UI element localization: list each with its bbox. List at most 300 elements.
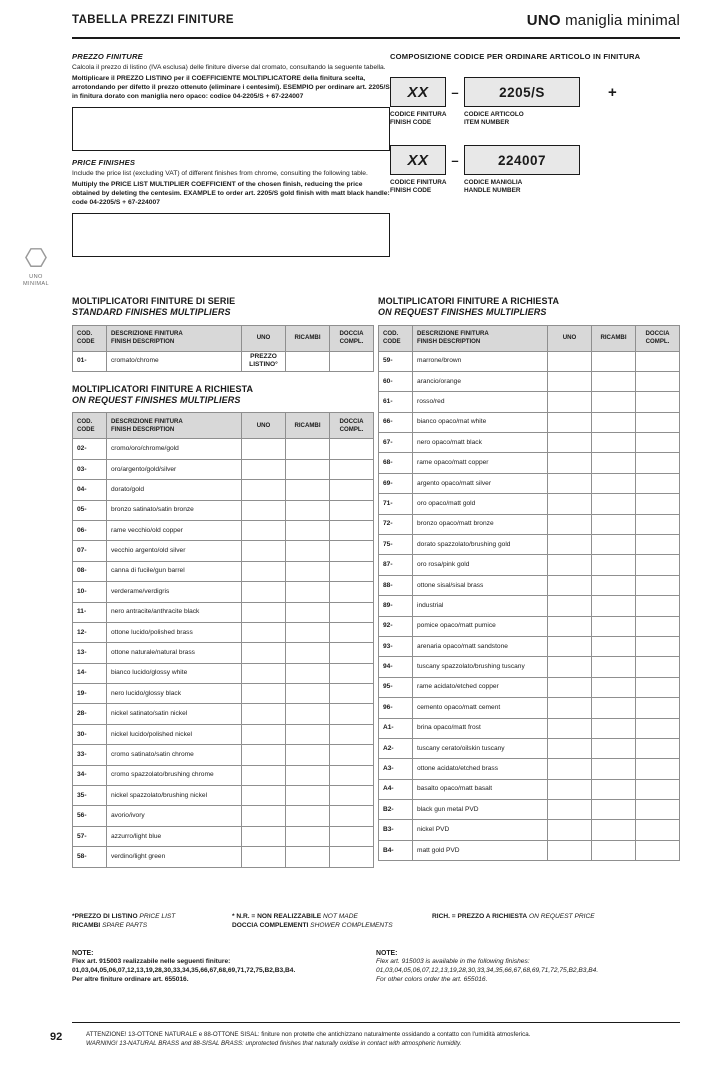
notes-it-title: NOTE: [72,950,94,957]
row-doccia [636,412,680,432]
row-uno [548,779,592,799]
series-table-title: MOLTIPLICATORI FINITURE DI SERIE STANDARD FINISHES MULTIPLIERS [72,296,236,318]
table-row [73,806,374,826]
row-doccia [330,480,374,500]
brand-tagline: maniglia minimal [565,12,680,29]
table-row [73,724,374,744]
row-uno [548,371,592,391]
row-uno [242,439,286,459]
page-title: TABELLA PREZZI FINITURE [72,14,234,26]
row-ricambi [592,351,636,371]
row-ricambi [592,759,636,779]
standard-finishes-body [73,351,374,371]
row-code: B3- [379,820,413,840]
row-ricambi [592,453,636,473]
row-doccia [636,392,680,412]
row-ricambi [286,724,330,744]
row-description: ottone sisal/sisal brass [413,575,548,595]
row-uno [242,847,286,867]
row-code: 93- [379,636,413,656]
prezzo-finiture-title: PREZZO FINITURE [72,52,143,61]
row-code: 92- [379,616,413,636]
row-code: 08- [73,561,107,581]
footnote-empty [432,922,672,929]
footer-warning-en: WARNING! 13-NATURAL BRASS and 88-SISAL BRASS: unprotected finishes that naturally oxidise in contact with atmospheric humidity. [86,1039,462,1047]
table-row [379,433,680,453]
row-ricambi [286,847,330,867]
table-row [379,535,680,555]
row-doccia [636,636,680,656]
row-code: 67- [379,433,413,453]
row-ricambi [592,555,636,575]
price-finishes-text-2: Multiply the PRICE LIST MULTIPLIER COEFFICIENT of the chosen finish, reducing the price obtained by deleting the centesim. EXAMPLE to order art. 2205/S gold finish with matt black handle: code 04-2205/S + 67-224007 [72,181,390,207]
row-uno [548,616,592,636]
th-doccia: DOCCIA COMPL. [330,413,374,439]
th-ricambi: RICAMBI [592,325,636,351]
table-row [73,847,374,867]
notes-box-en [72,213,390,257]
row-ricambi [592,636,636,656]
row-code: 69- [379,473,413,493]
row-uno [548,759,592,779]
row-description: oro opaco/matt gold [413,494,548,514]
plus-sign: + [608,83,617,101]
footer-warning-it: ATTENZIONE! 13-OTTONE NATURALE e 88-OTTONE SISAL: finiture non protette che antichizzano naturalmente ossidando a contatto con l'umidità atmosferica. [86,1031,531,1038]
row-doccia [330,765,374,785]
notes-english [376,950,680,985]
row-uno [242,806,286,826]
table-row [379,392,680,412]
row-description: pomice opaco/matt pumice [413,616,548,636]
row-description: tuscany spazzolato/brushing tuscany [413,657,548,677]
table-row [379,698,680,718]
table-row [73,459,374,479]
row-uno [548,698,592,718]
row-uno [548,820,592,840]
row-doccia [636,657,680,677]
table-row [73,684,374,704]
request-finishes-table-left [72,412,374,867]
item-number-caption: CODICE ARTICOLO ITEM NUMBER [464,111,524,126]
price-finishes-title: PRICE FINISHES [72,158,136,168]
table-row [379,494,680,514]
row-ricambi [286,582,330,602]
footnotes [72,913,680,929]
row-ricambi [592,473,636,493]
table-row [379,351,680,371]
row-code: 87- [379,555,413,575]
price-finishes-text-1: Include the price list (excluding VAT) of different finishes from chrome, consulting the following table. [72,170,368,178]
row-uno [242,765,286,785]
table-row [73,663,374,683]
row-uno [548,494,592,514]
row-description: dorato/gold [107,480,242,500]
row-description: nickel satinato/satin nickel [107,704,242,724]
row-uno [548,738,592,758]
table-row [73,704,374,724]
row-ricambi [286,765,330,785]
row-code: 59- [379,351,413,371]
row-doccia [636,677,680,697]
row-doccia [330,439,374,459]
th-code: COD. CODE [379,325,413,351]
row-doccia [636,535,680,555]
row-ricambi [592,371,636,391]
row-code: 01- [73,351,107,371]
table-row [379,820,680,840]
row-uno [242,724,286,744]
notes-en-line3: For other colors order the art. 655016. [376,975,488,983]
row-doccia [636,800,680,820]
code-row-handle [390,145,680,175]
row-uno: PREZZO LISTINO° [242,351,286,371]
table-row [379,473,680,493]
row-doccia [330,826,374,846]
row-doccia [330,684,374,704]
row-ricambi [286,351,330,371]
table-header-row [379,325,680,351]
footnote-shower: DOCCIA COMPLEMENTI SHOWER COMPLEMENTS [232,922,393,929]
table-row [73,622,374,642]
row-description: cromo satinato/satin chrome [107,745,242,765]
th-uno: UNO [548,325,592,351]
row-ricambi [592,779,636,799]
code-row-item-captions [390,111,680,127]
row-description: vecchio argento/old silver [107,541,242,561]
footnote-on-request: RICH. = PREZZO A RICHIESTA ON REQUEST PRICE [432,913,595,920]
row-description: nero opaco/matt black [413,433,548,453]
table-row [379,453,680,473]
row-ricambi [592,800,636,820]
prezzo-finiture-text-2: Moltiplicare il PREZZO LISTINO per il COEFFICIENTE MOLTIPLICATORE della finitura scelta, arrotondando per difetto il prezzo ottenuto (eliminare i centesimi). ESEMPIO per ordinare art. 2205/S in finitura dorato con maniglia nero opaco: codice 04-2205/S + 67-224007 [72,75,390,101]
row-uno [242,582,286,602]
row-uno [242,826,286,846]
row-ricambi [592,514,636,534]
page-header [72,12,680,29]
table-row [379,575,680,595]
row-uno [242,602,286,622]
item-number-box: 2205/S [464,77,580,107]
row-code: 88- [379,575,413,595]
row-code: A1- [379,718,413,738]
th-description: DESCRIZIONE FINITURA FINISH DESCRIPTION [413,325,548,351]
row-uno [548,412,592,432]
row-doccia [330,351,374,371]
brand-logo [527,12,680,29]
table-row [379,514,680,534]
prezzo-finiture-text-1: Calcola il prezzo di listino (IVA esclusa) delle finiture diverse dal cromato, consultando la seguente tabella. [72,64,386,71]
row-doccia [636,371,680,391]
row-code: 03- [73,459,107,479]
row-code: 96- [379,698,413,718]
row-doccia [636,433,680,453]
row-ricambi [286,704,330,724]
row-description: cromo/oro/chrome/gold [107,439,242,459]
row-uno [548,657,592,677]
row-doccia [636,759,680,779]
row-code: 89- [379,596,413,616]
th-ricambi: RICAMBI [286,325,330,351]
table-row [73,439,374,459]
table-row [379,718,680,738]
row-doccia [636,718,680,738]
page-number: 92 [50,1031,63,1043]
request-finishes-right-body [379,351,680,861]
row-uno [548,596,592,616]
request-finishes-table-right [378,325,680,862]
row-code: 60- [379,371,413,391]
row-doccia [636,473,680,493]
row-description: arancio/orange [413,371,548,391]
row-uno [242,704,286,724]
row-ricambi [592,392,636,412]
row-ricambi [592,494,636,514]
row-ricambi [286,643,330,663]
row-code: 57- [73,826,107,846]
row-description: tuscany cerato/oilskin tuscany [413,738,548,758]
footnote-price-list: *PREZZO DI LISTINO PRICE LIST [72,913,176,920]
table-row [73,826,374,846]
row-ricambi [592,820,636,840]
row-description: ottone lucido/polished brass [107,622,242,642]
row-doccia [330,520,374,540]
table-row [379,779,680,799]
row-uno [242,663,286,683]
row-doccia [330,745,374,765]
request-left-table-title: MOLTIPLICATORI FINITURE A RICHIESTA ON REQUEST FINISHES MULTIPLIERS [72,383,254,406]
row-description: black gun metal PVD [413,800,548,820]
row-uno [242,541,286,561]
row-ricambi [286,439,330,459]
row-doccia [330,500,374,520]
row-description: bianco lucido/glossy white [107,663,242,683]
row-uno [548,351,592,371]
row-code: 66- [379,412,413,432]
row-doccia [636,616,680,636]
row-code: 75- [379,535,413,555]
row-code: B2- [379,800,413,820]
finish-code-box-1: XX [390,77,446,107]
footnote-spare-parts: RICAMBI SPARE PARTS [72,922,148,929]
header-divider [72,37,680,39]
code-dash-2: – [451,152,459,168]
th-uno: UNO [242,325,286,351]
row-ricambi [286,663,330,683]
row-uno [548,392,592,412]
row-code: A4- [379,779,413,799]
notes-italian [72,950,376,985]
row-code: 72- [379,514,413,534]
row-doccia [636,514,680,534]
row-code: 10- [73,582,107,602]
table-row [379,616,680,636]
row-doccia [330,602,374,622]
row-code: 95- [379,677,413,697]
row-code: 61- [379,392,413,412]
row-code: 34- [73,765,107,785]
notes-it-line3: Per altre finiture ordinare art. 655016. [72,975,189,983]
row-description: argento opaco/matt silver [413,473,548,493]
table-row [73,351,374,371]
row-uno [242,500,286,520]
row-description: cromo spazzolato/brushing chrome [107,765,242,785]
standard-finishes-table [72,325,374,372]
row-doccia [330,663,374,683]
row-ricambi [592,718,636,738]
table-row [73,786,374,806]
code-row-item [390,77,680,107]
handle-icon: ⎔ [24,243,48,273]
row-ricambi [286,459,330,479]
row-doccia [636,820,680,840]
row-doccia [636,351,680,371]
row-description: bronzo opaco/matt bronze [413,514,548,534]
row-uno [548,840,592,860]
row-ricambi [286,541,330,561]
code-row-handle-captions [390,179,680,195]
price-finishes-intro [72,52,390,257]
table-row [73,602,374,622]
row-ricambi [592,412,636,432]
page-footer-warning [86,1031,680,1048]
row-code: 71- [379,494,413,514]
row-uno [548,800,592,820]
row-description: verdino/light green [107,847,242,867]
row-description: arenaria opaco/matt sandstone [413,636,548,656]
row-description: rame acidato/etched copper [413,677,548,697]
row-code: 28- [73,704,107,724]
notes-en-line1: Flex art. 915003 is available in the following finishes: [376,958,530,965]
row-ricambi [286,786,330,806]
row-ricambi [286,684,330,704]
row-uno [242,520,286,540]
table-row [379,738,680,758]
row-uno [548,636,592,656]
table-row [379,759,680,779]
th-code: COD. CODE [73,325,107,351]
notes-box-it [72,107,390,151]
row-description: ottone acidato/etched brass [413,759,548,779]
row-ricambi [286,602,330,622]
row-ricambi [592,677,636,697]
row-doccia [330,724,374,744]
row-ricambi [592,698,636,718]
row-doccia [330,806,374,826]
table-row [73,561,374,581]
row-description: bronzo satinato/satin bronze [107,500,242,520]
notes-en-line2: 01,03,04,05,06,07,12,13,19,28,30,33,34,35,66,67,68,69,71,72,75,B2,B3,B4. [376,966,599,974]
row-code: 06- [73,520,107,540]
table-row [73,520,374,540]
row-description: canna di fucile/gun barrel [107,561,242,581]
row-ricambi [592,596,636,616]
row-code: 04- [73,480,107,500]
row-code: 11- [73,602,107,622]
row-ricambi [286,806,330,826]
handle-number-caption: CODICE MANIGLIA HANDLE NUMBER [464,179,523,194]
table-row [379,555,680,575]
row-description: verderame/verdigris [107,582,242,602]
th-description: DESCRIZIONE FINITURA FINISH DESCRIPTION [107,325,242,351]
row-code: A2- [379,738,413,758]
row-uno [548,677,592,697]
row-uno [548,555,592,575]
row-code: 05- [73,500,107,520]
row-doccia [636,840,680,860]
row-uno [548,718,592,738]
request-right-table-title: MOLTIPLICATORI FINITURE A RICHIESTA ON REQUEST FINISHES MULTIPLIERS [378,296,560,318]
row-description: bianco opaco/mat white [413,412,548,432]
row-description: cemento opaco/matt cement [413,698,548,718]
row-description: rame vecchio/old copper [107,520,242,540]
table-row [379,657,680,677]
row-ricambi [592,616,636,636]
row-code: 94- [379,657,413,677]
row-description: nickel spazzolato/brushing nickel [107,786,242,806]
row-description: avorio/ivory [107,806,242,826]
notes-en-title: NOTE: [376,950,398,957]
product-thumbnail [8,245,64,289]
row-uno [548,473,592,493]
row-ricambi [286,500,330,520]
row-code: 07- [73,541,107,561]
code-dash-1: – [451,84,459,100]
row-description: nickel lucido/polished nickel [107,724,242,744]
row-description: ottone naturale/natural brass [107,643,242,663]
finish-code-caption-2: CODICE FINITURA FINISH CODE [390,179,447,194]
row-description: oro/argento/gold/silver [107,459,242,479]
table-row [379,371,680,391]
row-ricambi [592,433,636,453]
th-ricambi: RICAMBI [286,413,330,439]
right-tables-column [378,296,680,861]
table-row [379,840,680,860]
row-uno [548,433,592,453]
row-description: industrial [413,596,548,616]
brand-name: UNO [526,12,561,29]
notes-section [72,950,680,985]
row-doccia [330,622,374,642]
row-description: cromato/chrome [107,351,242,371]
row-code: 13- [73,643,107,663]
row-ricambi [286,520,330,540]
row-uno [548,535,592,555]
code-composition [390,52,680,195]
row-description: oro rosa/pink gold [413,555,548,575]
row-code: 56- [73,806,107,826]
row-code: 35- [73,786,107,806]
table-row [73,541,374,561]
row-description: rosso/red [413,392,548,412]
row-ricambi [592,738,636,758]
row-doccia [330,459,374,479]
th-doccia: DOCCIA COMPL. [636,325,680,351]
row-description: azzurro/light blue [107,826,242,846]
th-code: COD. CODE [73,413,107,439]
row-ricambi [592,840,636,860]
table-row [379,800,680,820]
row-description: nickel PVD [413,820,548,840]
row-doccia [330,582,374,602]
row-uno [548,575,592,595]
th-doccia: DOCCIA COMPL. [330,325,374,351]
row-doccia [330,541,374,561]
row-description: matt gold PVD [413,840,548,860]
row-description: nero antracite/anthracite black [107,602,242,622]
product-thumbnail-label: UNO MINIMAL [22,274,50,288]
finish-code-box-2: XX [390,145,446,175]
row-uno [548,453,592,473]
